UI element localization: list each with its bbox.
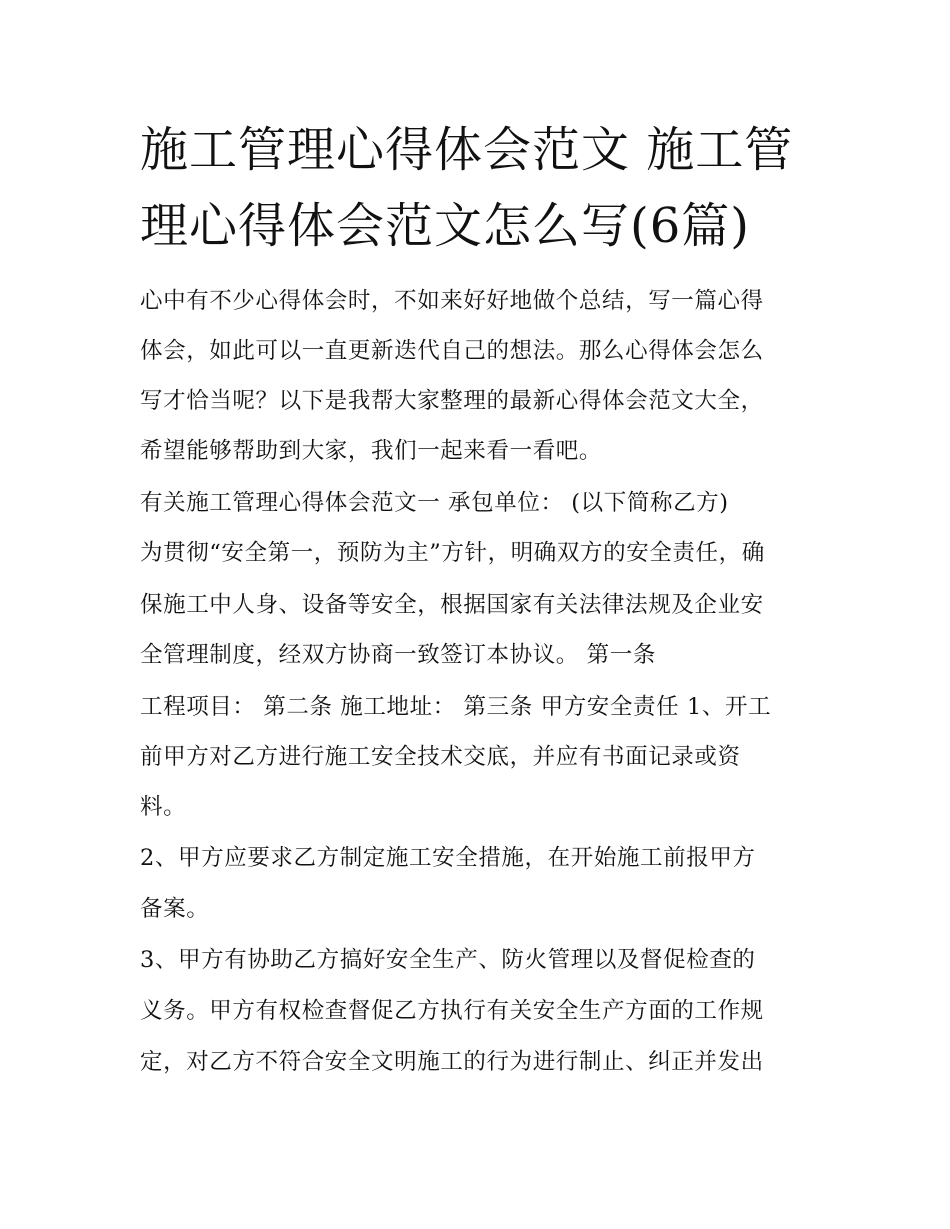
body-line: 备案。 xyxy=(140,896,210,922)
body-line: 义务。甲方有权检查督促乙方执行有关安全生产方面的工作规 xyxy=(140,998,764,1024)
body-line: 前甲方对乙方进行施工安全技术交底，并应有书面记录或资 xyxy=(140,744,741,770)
body-line: 写才恰当呢？以下是我帮大家整理的最新心得体会范文大全， xyxy=(140,388,764,414)
body-line: 体会，如此可以一直更新迭代自己的想法。那么心得体会怎么 xyxy=(140,338,764,364)
document-title: 施工管理心得体会范文 施工管理心得体会范文怎么写(6篇) xyxy=(140,122,794,254)
body-line: 3、甲方有协助乙方搞好安全生产、防火管理以及督促检查的 xyxy=(140,947,756,973)
body-line: 料。 xyxy=(140,794,187,820)
body-line: 有关施工管理心得体会范文一 承包单位： (以下简称乙方) xyxy=(140,490,729,516)
body-line: 希望能够帮助到大家，我们一起来看一看吧。 xyxy=(140,438,603,464)
body-line: 保施工中人身、设备等安全，根据国家有关法律法规及企业安 xyxy=(140,592,764,618)
body-line: 全管理制度，经双方协商一致签订本协议。 第一条 xyxy=(140,642,656,668)
body-line: 工程项目： 第二条 施工地址： 第三条 甲方安全责任 1、开工 xyxy=(140,694,772,720)
body-line: 定，对乙方不符合安全文明施工的行为进行制止、纠正并发出 xyxy=(140,1049,764,1075)
body-line: 为贯彻“安全第一，预防为主”方针，明确双方的安全责任，确 xyxy=(140,540,765,566)
body-line: 2、甲方应要求乙方制定施工安全措施，在开始施工前报甲方 xyxy=(140,845,756,871)
body-line: 心中有不少心得体会时，不如来好好地做个总结，写一篇心得 xyxy=(140,288,764,314)
